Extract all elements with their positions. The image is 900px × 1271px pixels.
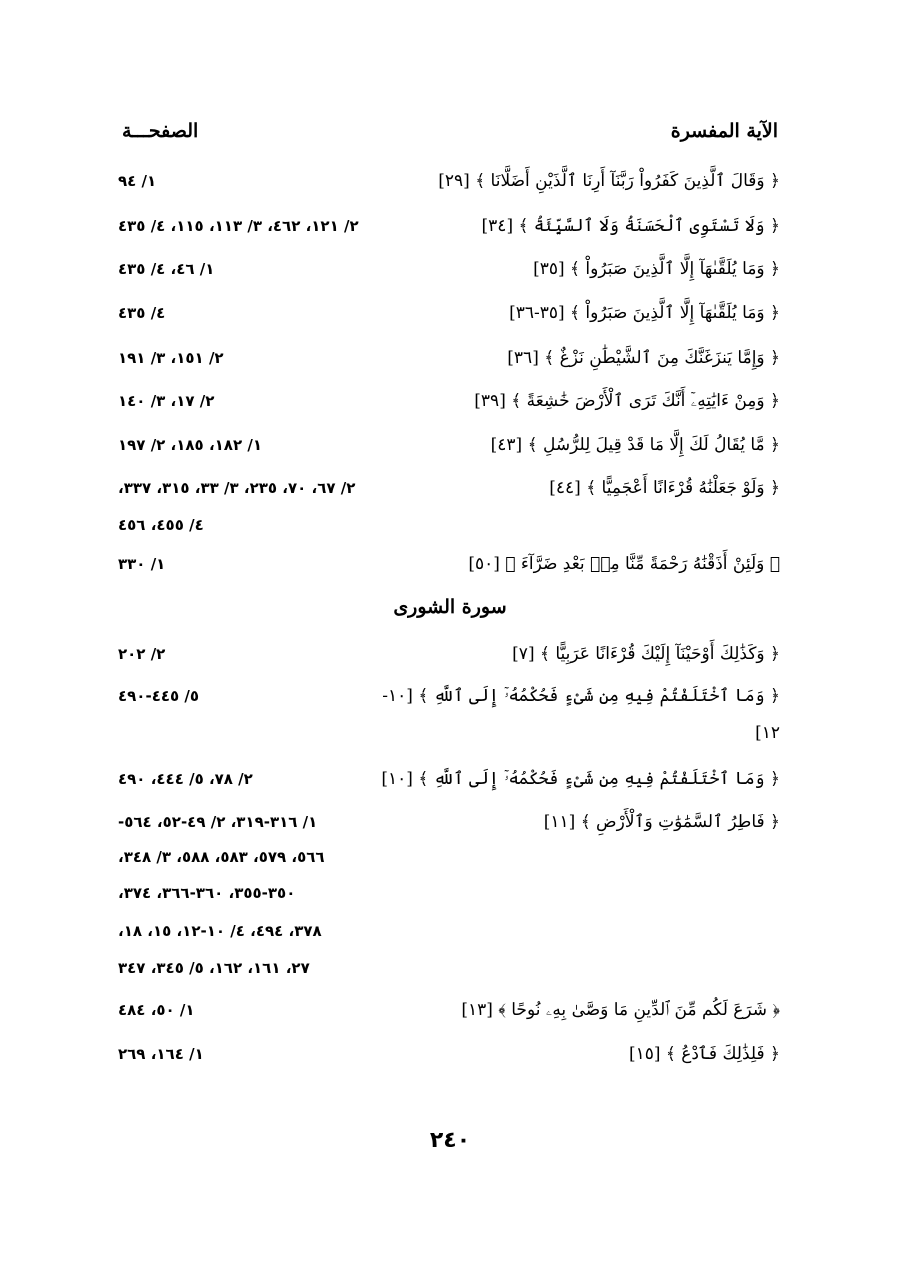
- page-refs: ١/ ٩٤: [118, 172, 157, 190]
- index-row: [118, 472, 780, 504]
- index-row: [118, 342, 780, 374]
- verse-text: ﴿ شَرَعَ لَكُم مِّنَ ٱلدِّينِ مَا وَصَّىٰ بِهِۦ نُوحًا ﴾ [١٣]: [461, 1000, 780, 1020]
- verse-text: ﴿ وَمَا ٱخْتَلَفْتُمْ فِيهِ مِن شَىْءٍ فَحُكْمُهُۥٓ إِلَى ٱللَّهِ ﴾ [١٠]: [381, 769, 780, 789]
- index-row: [118, 253, 780, 285]
- section-title: سورة الشورى: [393, 596, 507, 618]
- verse-text: ﴿ وَلَوْ جَعَلْنَٰهُ قُرْءَانًا أَعْجَمِيًّا ﴾ [٤٤]: [549, 478, 780, 498]
- verse-text: ﴿ وَلَئِنْ أَذَقْنَٰهُ رَحْمَةً مِّنَّا مِنۢ بَعْدِ ضَرَّآءَ ﴾ [٥٠]: [468, 554, 780, 574]
- page-refs: ٢/ ٦٧، ٧٠، ٢٣٥، ٣/ ٣٣، ٣١٥، ٣٣٧،: [118, 479, 356, 497]
- page-refs: ٢/ ٢٠٢: [118, 645, 166, 663]
- verse-text: ﴿ وَمَا يُلَقَّىٰهَآ إِلَّا ٱلَّذِينَ صَبَرُواْ ﴾ [٣٥-٣٦]: [509, 303, 780, 323]
- verse-text: ﴿ وَمَا ٱخْتَلَفْتُمْ فِيهِ مِن شَىْءٍ فَحُكْمُهُۥٓ إِلَى ٱللَّهِ ﴾ [١٠-: [382, 686, 780, 706]
- index-row: [118, 994, 780, 1026]
- page-column-header: الصفحـــة: [122, 120, 199, 142]
- index-row: [118, 297, 780, 329]
- verse-text: ﴿ وَإِمَّا يَنزَغَنَّكَ مِنَ ٱلشَّيْطَٰنِ نَزْغٌ ﴾ [٣٦]: [507, 348, 780, 368]
- verse-continued: ١٢]: [755, 723, 780, 743]
- page-refs: ١/ ١٨٢، ١٨٥، ٢/ ١٩٧: [118, 436, 262, 454]
- index-row: [118, 165, 780, 197]
- page-refs: ٥/ ٤٤٥-٤٩٠: [118, 687, 200, 705]
- index-row: [118, 806, 780, 838]
- page-refs: ١/ ١٦٤، ٢٦٩: [118, 1045, 204, 1063]
- page-refs: ١/ ٥٠، ٤٨٤: [118, 1001, 195, 1019]
- index-row: [118, 548, 780, 580]
- verse-text: ﴿ فَلِذَٰلِكَ فَٱدْعُ ﴾ [١٥]: [628, 1044, 780, 1064]
- verse-text: ﴿ مَّا يُقَالُ لَكَ إِلَّا مَا قَدْ قِيلَ لِلرُّسُلِ ﴾ [٤٣]: [490, 435, 780, 455]
- index-row: [118, 680, 780, 712]
- page-refs: ١/ ٣١٦-٣١٩، ٢/ ٤٩-٥٢، ٥٦٤-: [118, 813, 318, 831]
- page-number: ٢٤٠: [429, 1128, 471, 1153]
- page-refs-continued: ٤/ ٤٥٥، ٤٥٦: [118, 516, 204, 534]
- page-refs: ٤/ ٤٣٥: [118, 304, 166, 322]
- index-row: [118, 210, 780, 242]
- index-row: [118, 1038, 780, 1070]
- page-refs: ٢/ ١٧، ٣/ ١٤٠: [118, 392, 215, 410]
- page-refs: ٢/ ١٢١، ٤٦٢، ٣/ ١١٣، ١١٥، ٤/ ٤٣٥: [118, 217, 359, 235]
- page-refs: ٢/ ٧٨، ٥/ ٤٤٤، ٤٩٠: [118, 770, 253, 788]
- page-refs: ١/ ٣٣٠: [118, 555, 166, 573]
- page-refs: ٢/ ١٥١، ٣/ ١٩١: [118, 349, 224, 367]
- index-row: [118, 429, 780, 461]
- index-row: [118, 763, 780, 795]
- verse-text: ﴿ وَقَالَ ٱلَّذِينَ كَفَرُواْ رَبَّنَآ أَرِنَا ٱلَّذَيْنِ أَضَلَّانَا ﴾ [٢٩]: [438, 171, 780, 191]
- page-refs-continued: ٥٦٦، ٥٧٩، ٥٨٣، ٥٨٨، ٣/ ٣٤٨،: [118, 848, 325, 866]
- page-refs-continued: ٣٥٠-٣٥٥، ٣٦٠-٣٦٦، ٣٧٤،: [118, 884, 296, 902]
- verse-column-header: الآية المفسرة: [670, 120, 778, 142]
- verse-text: ﴿ وَمَا يُلَقَّىٰهَآ إِلَّا ٱلَّذِينَ صَبَرُواْ ﴾ [٣٥]: [533, 259, 780, 279]
- verse-text: ﴿ وَمِنْ ءَايَٰتِهِۦٓ أَنَّكَ تَرَى ٱلْأَرْضَ خَٰشِعَةً ﴾ [٣٩]: [474, 391, 780, 411]
- page-refs: ١/ ٤٦، ٤/ ٤٣٥: [118, 260, 215, 278]
- verse-text: ﴿ وَكَذَٰلِكَ أَوْحَيْنَآ إِلَيْكَ قُرْءَانًا عَرَبِيًّا ﴾ [٧]: [512, 644, 780, 664]
- verse-text: ﴿ فَاطِرُ ٱلسَّمَٰوَٰتِ وَٱلْأَرْضِ ﴾ [١١]: [543, 812, 780, 832]
- verse-text: ﴿ وَلَا تَسْتَوِى ٱلْحَسَنَةُ وَلَا ٱلسَّيِّئَةُ ﴾ [٣٤]: [481, 216, 780, 236]
- index-row: [118, 385, 780, 417]
- index-row: [118, 638, 780, 670]
- page-refs-continued: ٢٧، ١٦١، ١٦٢، ٥/ ٣٤٥، ٣٤٧: [118, 959, 310, 977]
- page-refs-continued: ٣٧٨، ٤٩٤، ٤/ ١٠-١٢، ١٥، ١٨،: [118, 922, 322, 940]
